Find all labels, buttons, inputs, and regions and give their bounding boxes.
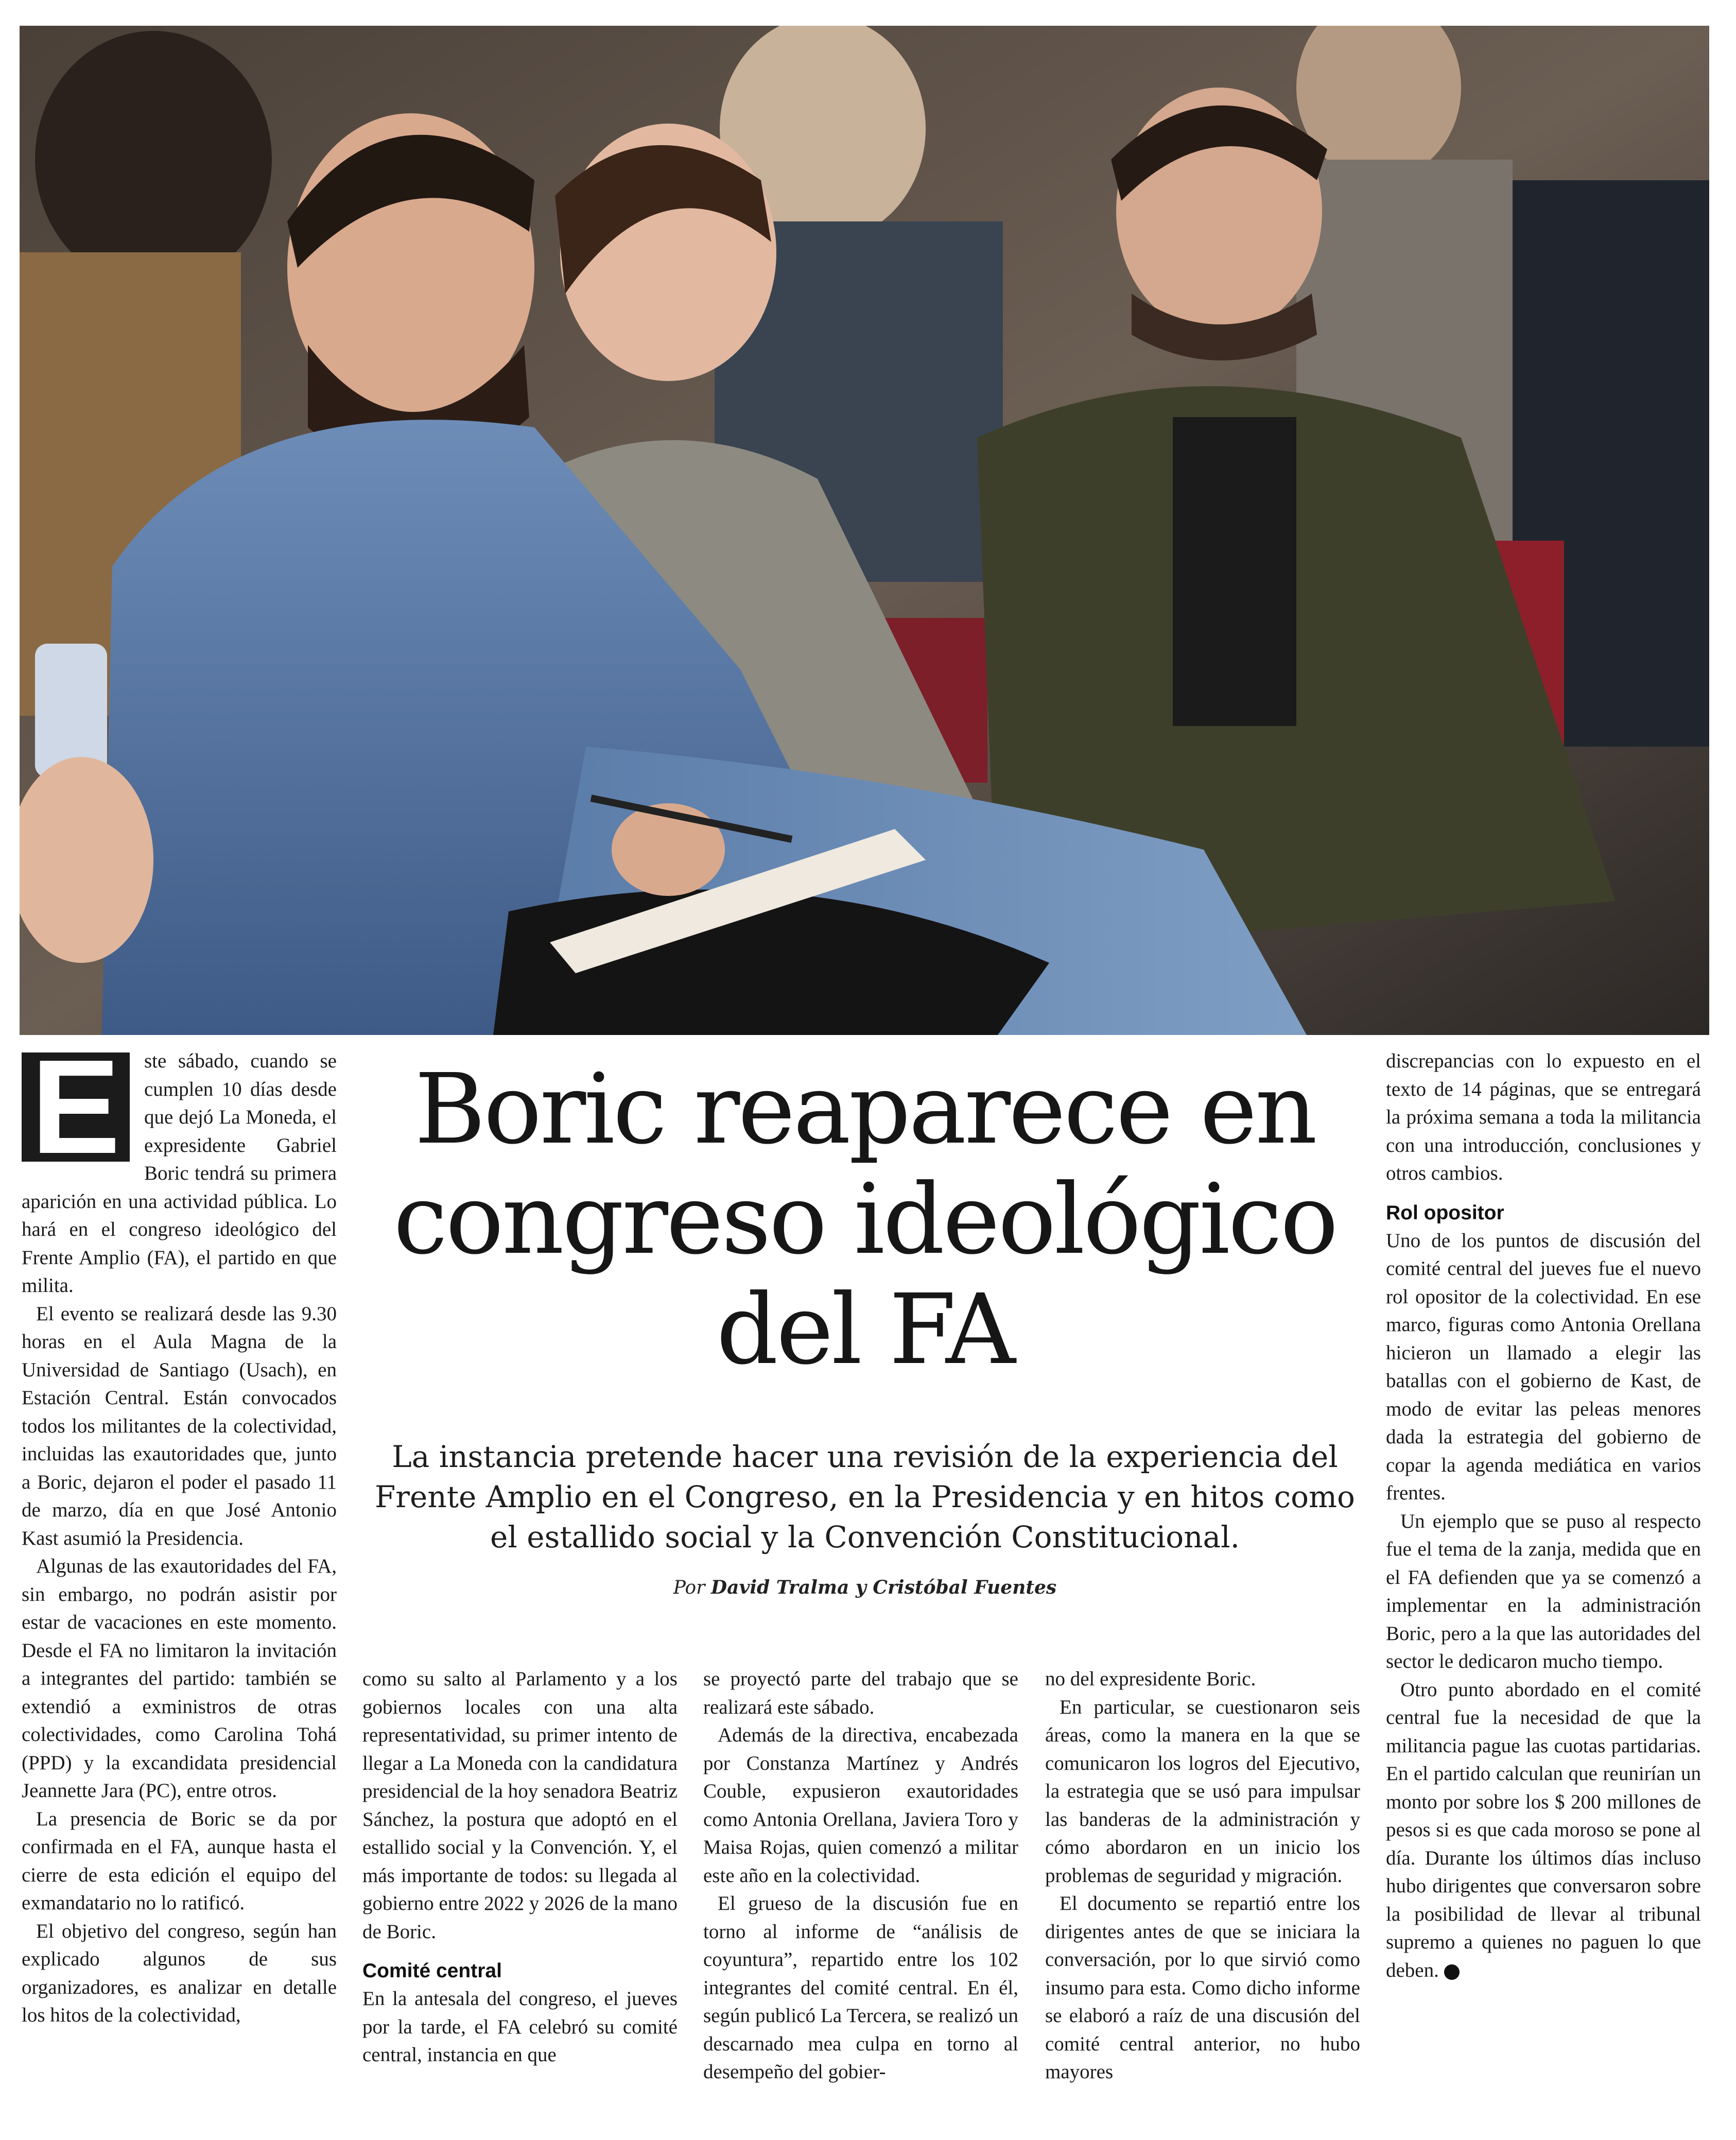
byline: [363, 1577, 1367, 1598]
column-2: [362, 1665, 678, 2069]
column-3: [703, 1665, 1018, 2086]
paragraph: Algunas de las exautoridades del FA, sin embargo, no podrán asistir por estar de vacaciones en este momento. Desde el FA no limitaron la invitación a integrantes del partido: también se extendió a exministros de otras colectividades, como Carolina Tohá (PPD) y la excandidata presidencial Jeannette Jara (PC), entre otros.: [22, 1555, 337, 1802]
paragraph: En la antesala del congreso, el jueves por la tarde, el FA celebró su comité central, instancia en que: [362, 1988, 678, 2066]
paragraph: Un ejemplo que se puso al respecto fue el tema de la zanja, medida que en el FA defienden que ya se comenzó a implementar en la administración Boric, pero a la que las autoridades del sector le dedicaron mucho tiempo.: [1386, 1510, 1701, 1672]
article-photo: [20, 26, 1709, 1035]
byline-prefix: Por: [673, 1577, 705, 1598]
column-1: [22, 1047, 337, 2030]
paragraph: El objetivo del congreso, según han explicado algunos de sus organizadores, es analizar en detalle los hitos de la colectividad,: [22, 1920, 337, 2026]
paragraph: El documento se repartió entre los dirigentes antes de que se iniciara la conversación, por lo que sirvió como insumo para esta. Como dicho informe se elaboró a raíz de una discusión del comité central anterior, no hubo mayores: [1045, 1892, 1360, 2083]
paragraph: no del expresidente Boric.: [1045, 1668, 1256, 1690]
paragraph-text: Otro punto abordado en el comité central fue la necesidad de que la militancia pague las cuotas partidarias. En el partido calculan que reunirían un monto por sobre los $ 200 millones de pesos si es que cada moroso se pone al día. Durante los últimos días incluso hubo dirigentes que conversaron sobre la posibilidad de llevar al tribunal supremo a quienes no paguen lo que deben.: [1386, 1678, 1701, 1981]
paragraph: como su salto al Parlamento y a los gobiernos locales con una alta representatividad, su primer intento de llegar a La Moneda con la candidatura presidencial de la hoy senadora Beatriz Sánchez, la postura que adoptó en el estallido social y la Convención. Y, el más importante de todos: su llegada al gobierno entre 2022 y 2026 de la mano de Boric.: [362, 1668, 678, 1943]
subhead-rol-opositor: Rol opositor: [1386, 1201, 1504, 1224]
paragraph: El evento se realizará desde las 9.30 horas en el Aula Magna de la Universidad de Santiago (Usach), en Estación Central. Están convocados todos los militantes de la colectividad, incluidas las exautoridades que, junto a Boric, dejaron el poder el pasado 11 de marzo, día en que José Antonio Kast asumió la Presidencia.: [22, 1302, 337, 1549]
paragraph: [1386, 1676, 1701, 1985]
paragraph: ste sábado, cuando se cumplen 10 días desde que dejó La Moneda, el expresidente Gabriel Boric tendrá su primera aparición en una actividad pública. Lo hará en el congreso ideológico del Frente Amplio (FA), el partido en que milita.: [22, 1050, 337, 1297]
byline-authors: David Tralma y Cristóbal Fuentes: [710, 1577, 1057, 1598]
paragraph: se proyectó parte del trabajo que se realizará este sábado.: [703, 1668, 1018, 1718]
paragraph: El grueso de la discusión fue en torno al informe de “análisis de coyuntura”, repartido entre los 102 integrantes del comité central. En él, según publicó La Tercera, se realizó un descarnado mea culpa en torno al desempeño del gobier-: [703, 1892, 1018, 2083]
subhead-comite-central: Comité central: [362, 1960, 502, 1982]
paragraph: En particular, se cuestionaron seis áreas, como la manera en la que se comunicaron los logros del Ejecutivo, la estrategia que se usó para impulsar las banderas de la administración y cómo abordaron en un inicio los problemas de seguridad y migración.: [1045, 1696, 1360, 1887]
column-4: [1045, 1665, 1360, 2086]
deck: La instancia pretende hacer una revisión de la experiencia del Frente Amplio en el Congreso, en la Presidencia y en hitos como el estallido social y la Convención Constitucional.: [375, 1439, 1355, 1555]
headline: Boric reaparece en congreso ideológico del FA: [393, 1053, 1336, 1386]
paragraph: La presencia de Boric se da por confirmada en el FA, aunque hasta el cierre de esta edición el equipo del exmandatario no lo ratificó.: [22, 1807, 337, 1914]
paragraph: Uno de los puntos de discusión del comité central del jueves fue el nuevo rol opositor de la colectividad. En ese marco, figuras como Antonia Orellana hicieron un llamado a elegir las batallas con el gobierno de Kast, de modo de evitar las peleas menores dada la estrategia del gobierno de copar la agenda mediática en varios frentes.: [1386, 1229, 1701, 1504]
column-5: [1386, 1047, 1701, 1984]
paragraph: Además de la directiva, encabezada por Constanza Martínez y Andrés Couble, expusieron exautoridades como Antonia Orellana, Javiera Toro y Maisa Rojas, quien comenzó a militar este año en la colectividad.: [703, 1724, 1018, 1887]
paragraph: discrepancias con lo expuesto en el texto de 14 páginas, que se entregará la próxima semana a toda la militancia con una introducción, conclusiones y otros cambios.: [1386, 1050, 1701, 1184]
drop-cap: E: [22, 1052, 130, 1162]
end-mark-icon: [1444, 1964, 1460, 1980]
